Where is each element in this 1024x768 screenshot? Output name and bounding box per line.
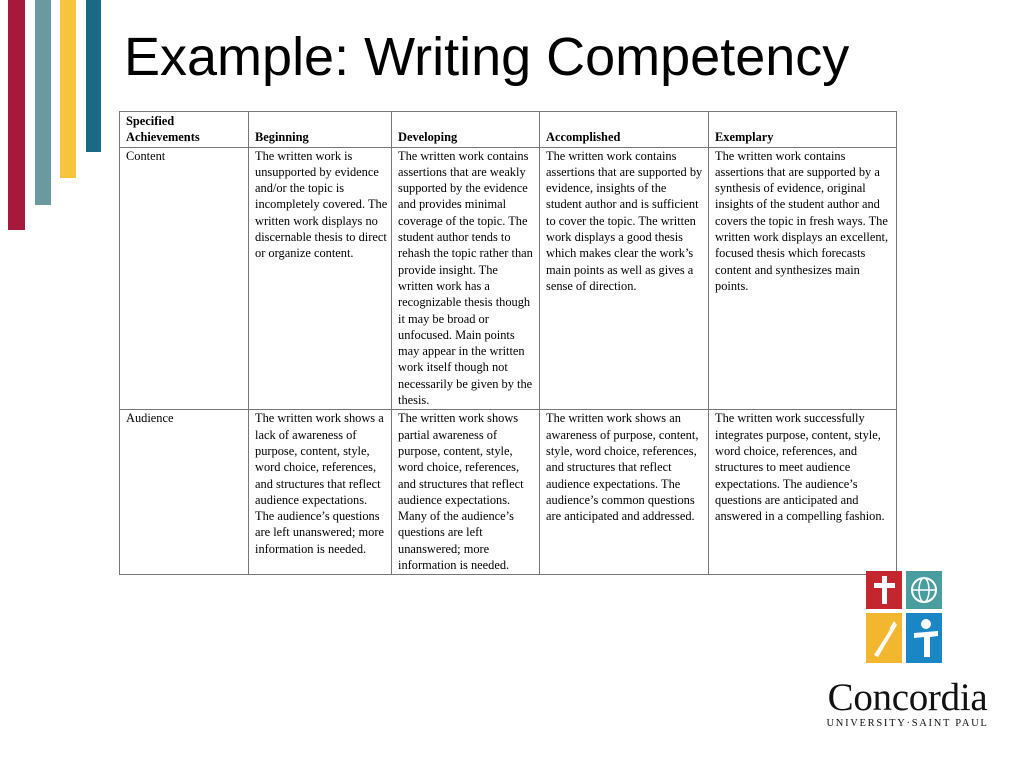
cell-content-beginning: The written work is unsupported by evidence and/or the topic is incompletely covered. The written work displays no discernable thesis to direct or organize content. bbox=[249, 147, 392, 410]
logo-subtitle: UNIVERSITY·SAINT PAUL bbox=[826, 718, 989, 729]
table-row bbox=[120, 410, 897, 575]
header-row bbox=[120, 112, 897, 148]
row-label-content: Content bbox=[120, 147, 249, 410]
header-accomplished: Accomplished bbox=[540, 112, 709, 148]
decorative-stripe-blue bbox=[86, 0, 101, 152]
header-achievements: Specified Achievements bbox=[120, 112, 249, 148]
slide-title: Example: Writing Competency bbox=[124, 27, 850, 87]
globe-icon bbox=[906, 571, 942, 609]
cross-icon bbox=[866, 571, 902, 609]
rubric-table bbox=[119, 111, 897, 575]
header-beginning: Beginning bbox=[249, 112, 392, 148]
concordia-wordmark bbox=[820, 676, 995, 729]
logo-name: Concordia bbox=[827, 676, 988, 719]
table-row bbox=[120, 147, 897, 410]
header-exemplary: Exemplary bbox=[709, 112, 897, 148]
cell-audience-accomplished: The written work shows an awareness of purpose, content, style, word choice, references, and structures that reflect audience expectations. The audience’s common questions are anticipated and addressed. bbox=[540, 410, 709, 575]
cell-content-exemplary: The written work contains assertions that are supported by a synthesis of evidence, original insights of the student author and covers the topic in fresh ways. The written work displays an excellent, focused thesis which forecasts content and synthesizes main points. bbox=[709, 147, 897, 410]
decorative-stripe-teal bbox=[35, 0, 51, 205]
header-developing: Developing bbox=[392, 112, 540, 148]
cell-audience-exemplary: The written work successfully integrates purpose, content, style, word choice, references, and structures to meet audience expectations. The audience’s questions are anticipated and answered in a compelling fashion. bbox=[709, 410, 897, 575]
cell-content-accomplished: The written work contains assertions that are supported by evidence, insights of the student author and is sufficient to cover the topic. The written work displays a good thesis which makes clear the work’s main points as well as gives a sense of direction. bbox=[540, 147, 709, 410]
quill-icon bbox=[866, 613, 902, 663]
decorative-stripe-crimson bbox=[8, 0, 25, 230]
concordia-emblem bbox=[864, 569, 946, 669]
decorative-stripe-gold bbox=[60, 0, 76, 178]
cell-content-developing: The written work contains assertions that are weakly supported by the evidence and provides minimal coverage of the topic. The student author tends to rehash the topic rather than provide insight. The written work has a recognizable thesis though it may be broad or unfocused. Main points may appear in the written work itself though not necessarily be given by the thesis. bbox=[392, 147, 540, 410]
person-icon bbox=[906, 613, 942, 663]
row-label-audience: Audience bbox=[120, 410, 249, 575]
cell-audience-beginning: The written work shows a lack of awareness of purpose, content, style, word choice, references, and structures that reflect audience expectations. The audience’s questions are left unanswered; more information is needed. bbox=[249, 410, 392, 575]
cell-audience-developing: The written work shows partial awareness of purpose, content, style, word choice, references, and structures that reflect audience expectations. Many of the audience’s questions are left unanswered; more information is needed. bbox=[392, 410, 540, 575]
